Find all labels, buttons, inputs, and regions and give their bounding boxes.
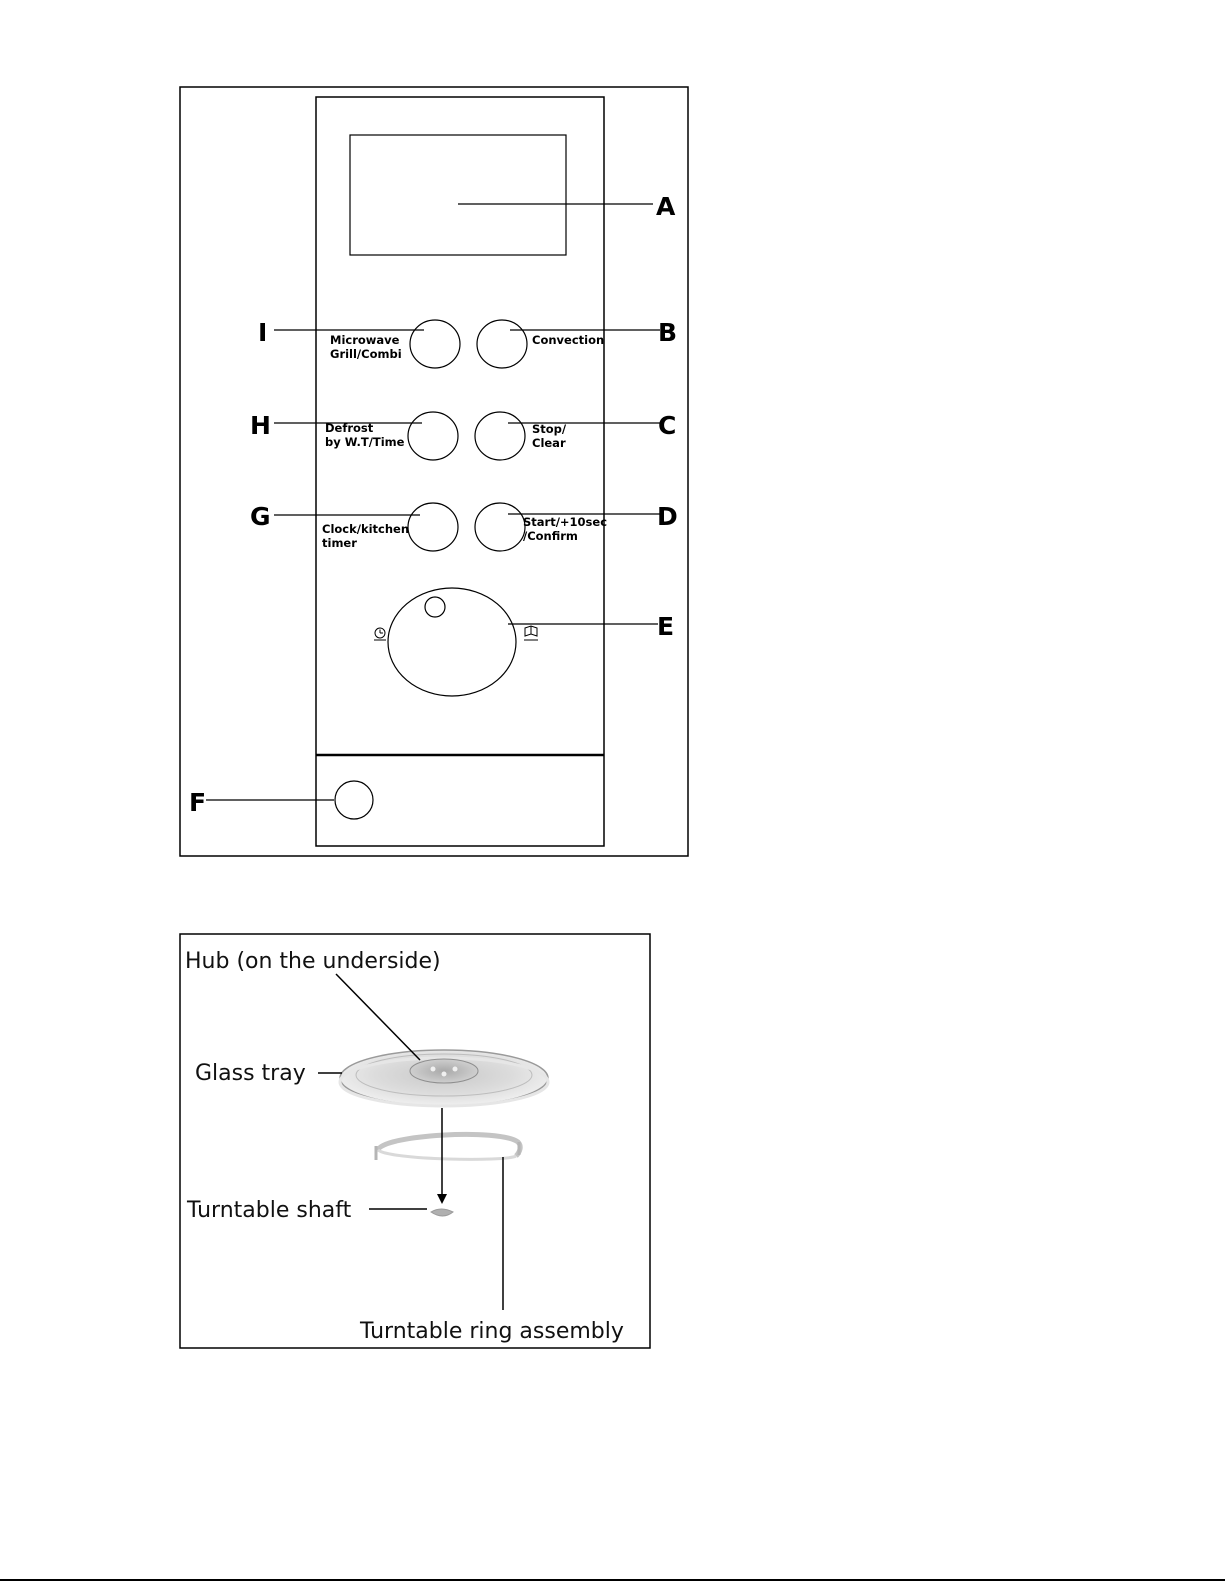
clock-symbol-icon <box>374 628 386 640</box>
microwave-label-line2: Grill/Combi <box>330 347 402 361</box>
stop-label-line2: Clear <box>532 436 566 450</box>
callout-c: C <box>658 411 677 440</box>
hub-leader-line <box>336 974 420 1060</box>
control-panel-body <box>316 97 604 846</box>
control-dial[interactable] <box>388 588 516 696</box>
control-panel-figure <box>180 87 688 856</box>
turntable-figure <box>180 934 650 1348</box>
figure-frame <box>180 87 688 856</box>
microwave-label-line1: Microwave <box>330 333 400 347</box>
turntable-ring-label: Turntable ring assembly <box>360 1319 624 1344</box>
arrow-head-icon <box>437 1194 447 1204</box>
convection-label: Convection <box>532 333 605 347</box>
page-bottom-rule <box>0 1579 1225 1581</box>
turntable-shaft-illustration <box>431 1209 453 1216</box>
glass-tray-label: Glass tray <box>195 1061 306 1086</box>
glass-tray-illustration <box>340 1050 548 1106</box>
door-release-button[interactable] <box>335 781 373 819</box>
dial-indicator-dot <box>425 597 445 617</box>
defrost-label-line1: Defrost <box>325 421 374 435</box>
convection-button[interactable] <box>477 320 527 368</box>
callout-d: D <box>657 502 678 531</box>
turntable-figure-frame <box>180 934 650 1348</box>
callout-b: B <box>658 318 678 347</box>
callout-a: A <box>656 192 676 221</box>
clock-kitchen-timer-button[interactable] <box>408 503 458 551</box>
cookbook-symbol-icon <box>524 626 538 640</box>
callout-g: G <box>250 502 271 531</box>
clock-label-line1: Clock/kitchen <box>322 522 410 536</box>
stop-label-line1: Stop/ <box>532 422 567 436</box>
hub-label: Hub (on the underside) <box>185 949 441 974</box>
turntable-shaft-label: Turntable shaft <box>187 1198 352 1223</box>
start-confirm-button[interactable] <box>475 503 525 551</box>
callout-e: E <box>657 612 675 641</box>
display-window <box>350 135 566 255</box>
clock-label-line2: timer <box>322 536 357 550</box>
defrost-label-line2: by W.T/Time <box>325 435 405 449</box>
start-label-line1: Start/+10sec <box>523 515 608 529</box>
start-label-line2: /Confirm <box>523 529 578 543</box>
hub-illustration <box>410 1059 478 1083</box>
turntable-ring-illustration <box>376 1134 520 1160</box>
callout-f: F <box>189 788 207 817</box>
callout-h: H <box>250 411 271 440</box>
stop-clear-button[interactable] <box>475 412 525 460</box>
callout-i: I <box>258 318 268 347</box>
microwave-grill-combi-button[interactable] <box>410 320 460 368</box>
defrost-button[interactable] <box>408 412 458 460</box>
